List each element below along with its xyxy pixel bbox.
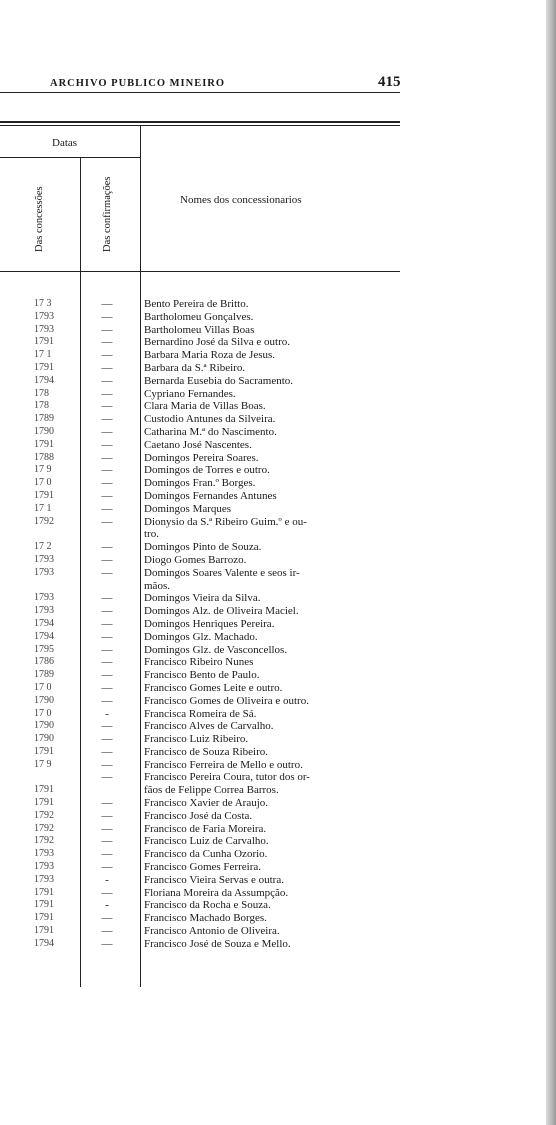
row-dash: — bbox=[101, 592, 113, 605]
row-year: 1788 bbox=[34, 451, 54, 463]
row-dash: — bbox=[101, 541, 113, 554]
row-dash: - bbox=[105, 899, 109, 912]
table-row bbox=[0, 899, 420, 912]
datas-header: Datas bbox=[52, 137, 78, 149]
header-nomes: Nomes dos concessionarios bbox=[180, 194, 302, 206]
table-rows bbox=[0, 298, 420, 951]
row-name: Domingos Glz. de Vasconcellos. bbox=[144, 643, 288, 656]
table-row bbox=[0, 298, 420, 311]
row-name: Francisca Romeira de Sá. bbox=[144, 707, 257, 720]
row-name: Francisco Alves de Carvalho. bbox=[144, 720, 274, 733]
row-year: 1792 bbox=[34, 515, 54, 527]
row-name: Francisco de Souza Ribeiro. bbox=[144, 745, 269, 758]
row-year: 17 2 bbox=[34, 541, 52, 553]
table-row bbox=[0, 746, 420, 759]
row-name: Bernarda Eusebia do Sacramento. bbox=[144, 374, 294, 387]
row-name: Barbara da S.ª Ribeiro. bbox=[144, 361, 246, 374]
table-row bbox=[0, 464, 420, 477]
table-row bbox=[0, 541, 420, 554]
row-year: 178 bbox=[34, 400, 49, 412]
row-year: 1791 bbox=[34, 797, 54, 809]
table-row bbox=[0, 938, 420, 951]
row-name: Francisco Xavier de Araujo. bbox=[144, 797, 269, 810]
row-name: Clara Maria de Villas Boas. bbox=[144, 400, 266, 413]
row-name: Domingos Marques bbox=[144, 502, 232, 515]
row-name: Diogo Gomes Barrozo. bbox=[144, 553, 247, 566]
running-head: ARCHIVO PUBLICO MINEIRO bbox=[50, 78, 226, 89]
table-row bbox=[0, 311, 420, 324]
row-dash: — bbox=[101, 733, 113, 746]
row-name: Francisco da Cunha Ozorio. bbox=[144, 848, 268, 861]
row-year: 17 0 bbox=[34, 707, 52, 719]
row-dash: — bbox=[101, 925, 113, 938]
row-year: 1791 bbox=[34, 899, 54, 911]
row-dash: — bbox=[101, 809, 113, 822]
table-row bbox=[0, 695, 420, 708]
table-row bbox=[0, 426, 420, 439]
row-dash: — bbox=[101, 886, 113, 899]
table-row bbox=[0, 477, 420, 490]
header-bottom-rule bbox=[0, 271, 400, 272]
row-name: Domingos Glz. Machado. bbox=[144, 630, 258, 643]
row-name: Francisco José de Souza e Mello. bbox=[144, 937, 291, 950]
row-dash: — bbox=[101, 681, 113, 694]
row-dash: — bbox=[101, 720, 113, 733]
row-year: 1793 bbox=[34, 310, 54, 322]
row-name: Francisco Vieira Servas e outra. bbox=[144, 873, 284, 886]
row-year: 1786 bbox=[34, 656, 54, 668]
row-dash: — bbox=[101, 336, 113, 349]
table-row bbox=[0, 835, 420, 848]
row-name: Francisco de Faria Moreira. bbox=[144, 822, 267, 835]
row-dash: — bbox=[101, 630, 113, 643]
table-row bbox=[0, 388, 420, 401]
table-row bbox=[0, 375, 420, 388]
table-row bbox=[0, 682, 420, 695]
row-year: 178 bbox=[34, 387, 49, 399]
row-year: 1791 bbox=[34, 886, 54, 898]
row-year: 1791 bbox=[34, 438, 54, 450]
row-year: 1790 bbox=[34, 425, 54, 437]
row-year: 1793 bbox=[34, 848, 54, 860]
row-year: 1794 bbox=[34, 937, 54, 949]
row-name: Bento Pereira de Britto. bbox=[144, 298, 249, 310]
table-row bbox=[0, 861, 420, 874]
row-year: 1793 bbox=[34, 323, 54, 335]
row-dash: — bbox=[101, 400, 113, 413]
table-row bbox=[0, 708, 420, 721]
row-year: 1791 bbox=[34, 489, 54, 501]
table-row bbox=[0, 797, 420, 810]
row-name: Francisco Gomes Ferreira. bbox=[144, 861, 261, 874]
row-year: 1793 bbox=[34, 566, 54, 578]
row-year: 1791 bbox=[34, 361, 54, 373]
table-row bbox=[0, 912, 420, 925]
row-year: 1792 bbox=[34, 835, 54, 847]
row-name: Domingos de Torres e outro. bbox=[144, 464, 270, 477]
table-row bbox=[0, 592, 420, 605]
row-name: Domingos Vieira da Silva. bbox=[144, 592, 261, 605]
row-dash: — bbox=[101, 937, 113, 950]
row-dash: — bbox=[101, 515, 113, 528]
row-name: tro. bbox=[144, 528, 159, 541]
row-name: Francisco Luiz Ribeiro. bbox=[144, 733, 249, 746]
row-dash: — bbox=[101, 848, 113, 861]
row-dash: — bbox=[101, 438, 113, 451]
row-year: 17 0 bbox=[34, 681, 52, 693]
table-row bbox=[0, 784, 420, 797]
row-name: Domingos Pereira Soares. bbox=[144, 451, 259, 464]
table-row bbox=[0, 490, 420, 503]
table-row bbox=[0, 554, 420, 567]
row-year: 1792 bbox=[34, 809, 54, 821]
row-year: 1790 bbox=[34, 733, 54, 745]
row-name: Domingos Pinto de Souza. bbox=[144, 541, 262, 554]
row-dash: — bbox=[101, 451, 113, 464]
row-name: Catharina M.ª do Nascimento. bbox=[144, 425, 277, 438]
row-dash: — bbox=[101, 502, 113, 515]
row-dash: — bbox=[101, 425, 113, 438]
row-name: Francisco Ribeiro Nunes bbox=[144, 656, 254, 669]
row-dash: — bbox=[101, 797, 113, 810]
row-dash: — bbox=[101, 694, 113, 707]
table-row bbox=[0, 567, 420, 580]
row-year: 1793 bbox=[34, 553, 54, 565]
table-row bbox=[0, 605, 420, 618]
table-row bbox=[0, 733, 420, 746]
table-row bbox=[0, 349, 420, 362]
table-top-rule-thin bbox=[0, 125, 400, 126]
row-dash: — bbox=[101, 656, 113, 669]
row-dash: — bbox=[101, 489, 113, 502]
table-row bbox=[0, 631, 420, 644]
row-dash: — bbox=[101, 861, 113, 874]
row-name: Francisco da Rocha e Souza. bbox=[144, 899, 271, 912]
table-row bbox=[0, 848, 420, 861]
row-name: Dionysio da S.ª Ribeiro Guim.º e ou- bbox=[144, 515, 307, 528]
row-name: Domingos Henriques Pereira. bbox=[144, 617, 275, 630]
header-concessoes: Das concessões bbox=[34, 186, 45, 252]
row-year: 1793 bbox=[34, 861, 54, 873]
row-dash: — bbox=[101, 669, 113, 682]
table-row bbox=[0, 503, 420, 516]
row-dash: - bbox=[105, 707, 109, 720]
row-name: Francisco Gomes Leite e outro. bbox=[144, 681, 283, 694]
row-dash: — bbox=[101, 566, 113, 579]
table-row bbox=[0, 925, 420, 938]
table-row bbox=[0, 720, 420, 733]
row-dash: — bbox=[101, 553, 113, 566]
row-dash: — bbox=[101, 413, 113, 426]
row-year: 1793 bbox=[34, 605, 54, 617]
row-name: Francisco Gomes de Oliveira e outro. bbox=[144, 694, 309, 707]
row-dash: — bbox=[101, 758, 113, 771]
row-dash: — bbox=[101, 361, 113, 374]
row-year: 1793 bbox=[34, 592, 54, 604]
table-row bbox=[0, 413, 420, 426]
datas-rule bbox=[0, 157, 140, 158]
row-name: Domingos Fran.º Borges. bbox=[144, 477, 256, 490]
row-year: 1789 bbox=[34, 669, 54, 681]
table-row bbox=[0, 771, 420, 784]
row-name: Francisco Pereira Coura, tutor dos or- bbox=[144, 771, 310, 784]
row-dash: — bbox=[101, 387, 113, 400]
row-dash: - bbox=[105, 873, 109, 886]
row-year: 17 9 bbox=[34, 758, 52, 770]
row-dash: — bbox=[101, 605, 113, 618]
row-year: 1791 bbox=[34, 336, 54, 348]
row-dash: — bbox=[101, 912, 113, 925]
row-name: Francisco Luiz de Carvalho. bbox=[144, 835, 269, 848]
table-row bbox=[0, 618, 420, 631]
row-dash: — bbox=[101, 298, 113, 310]
row-dash: — bbox=[101, 617, 113, 630]
row-year: 1791 bbox=[34, 925, 54, 937]
table-row bbox=[0, 452, 420, 465]
header-confirmacoes: Das confirmações bbox=[102, 176, 113, 252]
row-year: 1791 bbox=[34, 912, 54, 924]
row-year: 1794 bbox=[34, 617, 54, 629]
table-row bbox=[0, 669, 420, 682]
row-dash: — bbox=[101, 374, 113, 387]
table-row bbox=[0, 580, 420, 593]
table-row bbox=[0, 874, 420, 887]
table-row bbox=[0, 516, 420, 529]
table-row bbox=[0, 324, 420, 337]
row-dash: — bbox=[101, 477, 113, 490]
row-year: 1794 bbox=[34, 374, 54, 386]
row-name: Bartholomeu Villas Boas bbox=[144, 323, 255, 336]
row-name: Francisco Ferreira de Mello e outro. bbox=[144, 758, 303, 771]
table-row bbox=[0, 759, 420, 772]
row-name: mãos. bbox=[144, 579, 170, 592]
table-row bbox=[0, 810, 420, 823]
row-year: 1791 bbox=[34, 784, 54, 796]
table-row bbox=[0, 644, 420, 657]
row-dash: — bbox=[101, 464, 113, 477]
table-row bbox=[0, 439, 420, 452]
row-dash: — bbox=[101, 643, 113, 656]
row-name: fãos de Felippe Correa Barros. bbox=[144, 784, 279, 797]
row-name: Bartholomeu Gonçalves. bbox=[144, 310, 254, 323]
row-name: Francisco Machado Borges. bbox=[144, 912, 267, 925]
page-number: 415 bbox=[378, 74, 401, 90]
row-name: Barbara Maria Roza de Jesus. bbox=[144, 349, 276, 362]
row-name: Custodio Antunes da Silveira. bbox=[144, 413, 276, 426]
row-dash: — bbox=[101, 835, 113, 848]
row-dash: — bbox=[101, 310, 113, 323]
table-row bbox=[0, 656, 420, 669]
row-year: 17 0 bbox=[34, 477, 52, 489]
row-name: Domingos Alz. de Oliveira Maciel. bbox=[144, 605, 299, 618]
top-rule bbox=[0, 92, 400, 93]
table-row bbox=[0, 400, 420, 413]
row-name: Francisco José da Costa. bbox=[144, 809, 253, 822]
table-row bbox=[0, 823, 420, 836]
row-name: Domingos Soares Valente e seos ir- bbox=[144, 566, 300, 579]
table-row bbox=[0, 528, 420, 541]
row-year: 1793 bbox=[34, 873, 54, 885]
row-year: 1792 bbox=[34, 822, 54, 834]
row-dash: — bbox=[101, 771, 113, 784]
row-name: Francisco Bento de Paulo. bbox=[144, 669, 260, 682]
row-name: Domingos Fernandes Antunes bbox=[144, 489, 277, 502]
row-year: 1790 bbox=[34, 720, 54, 732]
row-name: Caetano José Nascentes. bbox=[144, 438, 252, 451]
table-row bbox=[0, 362, 420, 375]
row-dash: — bbox=[101, 323, 113, 336]
row-year: 1791 bbox=[34, 745, 54, 757]
row-dash: — bbox=[101, 745, 113, 758]
row-name: Floriana Moreira da Assumpção. bbox=[144, 886, 289, 899]
table-row bbox=[0, 336, 420, 349]
row-year: 17 3 bbox=[34, 298, 52, 309]
row-dash: — bbox=[101, 822, 113, 835]
row-year: 1794 bbox=[34, 630, 54, 642]
row-year: 1789 bbox=[34, 413, 54, 425]
scan-edge bbox=[546, 0, 556, 1125]
row-name: Francisco Antonio de Oliveira. bbox=[144, 925, 280, 938]
row-year: 1790 bbox=[34, 694, 54, 706]
row-dash: — bbox=[101, 349, 113, 362]
row-year: 17 9 bbox=[34, 464, 52, 476]
row-year: 17 1 bbox=[34, 502, 52, 514]
row-name: Bernardino José da Silva e outro. bbox=[144, 336, 291, 349]
row-year: 1795 bbox=[34, 643, 54, 655]
table-top-rule bbox=[0, 121, 400, 123]
row-year: 17 1 bbox=[34, 349, 52, 361]
table-row bbox=[0, 887, 420, 900]
row-name: Cypriano Fernandes. bbox=[144, 387, 236, 400]
